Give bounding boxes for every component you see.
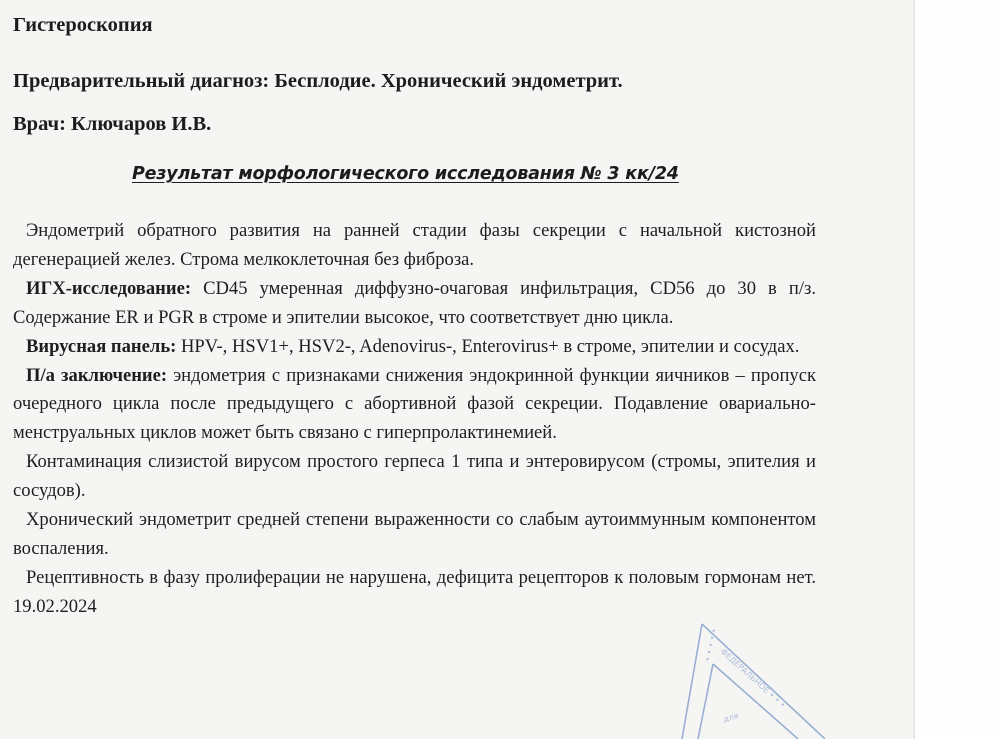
paragraph-viral-panel xyxy=(13,333,816,362)
paragraph-contamination xyxy=(13,448,816,506)
background-strip xyxy=(915,0,1000,739)
svg-text:ФЕДЕРАЛЬНОЕ • • •: ФЕДЕРАЛЬНОЕ • • • xyxy=(718,646,788,710)
paragraph-label: ИГХ-исследование: xyxy=(26,277,192,299)
paragraph-label: П/а заключение: xyxy=(26,364,168,386)
paragraph-label: Вирусная панель: xyxy=(26,335,177,357)
paragraph-chronic-endometritis xyxy=(13,506,816,564)
preliminary-diagnosis xyxy=(13,70,623,93)
paragraph-text: CD45 умеренная диффузно-очаговая инфильтрация, CD56 до 30 в п/з. Содержание ER и PGR в строме и эпителии высокое, что соответствует дню цикла. xyxy=(13,277,816,328)
paragraph-text: Рецептивность в фазу пролиферации не нарушена, дефицита рецепторов к половым гормонам нет. 19.02.2024 xyxy=(13,566,816,617)
doctor-line xyxy=(13,113,211,136)
report-title: Результат морфологического исследования № 3 кк/24 xyxy=(132,164,679,184)
paragraph-text: Эндометрий обратного развития на ранней стадии фазы секреции с начальной кистозной дегенерацией желез. Строма мелкоклеточная без фиброза. xyxy=(13,220,816,270)
diagnosis-value: Бесплодие. Хронический эндометрит. xyxy=(274,70,623,92)
doctor-name: Ключаров И.В. xyxy=(71,113,212,135)
paragraph-text: Контаминация слизистой вирусом простого герпеса 1 типа и энтеровирусом (стромы, эпителия и сосудов). xyxy=(13,451,816,502)
paragraph-conclusion xyxy=(13,362,816,449)
paragraph-receptivity xyxy=(13,564,816,622)
procedure-title xyxy=(13,14,153,37)
svg-text:• • • • •: • • • • • xyxy=(703,627,719,663)
paragraph-text: эндометрия с признаками снижения эндокринной функции яичников – пропуск очередного цикла после предыдущего с абортивной фазой секреции. Подавление овариально-менструальных циклов может быть связано с гиперпролактинемией. xyxy=(13,364,816,444)
paragraph-ihc xyxy=(13,275,816,333)
paragraph-endometrium xyxy=(13,217,816,275)
stamp-text: для xyxy=(722,711,740,724)
paragraph-text: HPV-, HSV1+, HSV2-, Adenovirus-, Enterovirus+ в строме, эпителии и сосудах. xyxy=(176,335,800,357)
doctor-label: Врач: xyxy=(13,113,66,135)
diagnosis-label: Предварительный диагноз: xyxy=(13,70,270,92)
report-body xyxy=(13,217,816,622)
procedure-name: Гистероскопия xyxy=(13,14,153,36)
paragraph-text: Хронический эндометрит средней степени выраженности со слабым аутоиммунным компонентом воспаления. xyxy=(13,509,816,559)
